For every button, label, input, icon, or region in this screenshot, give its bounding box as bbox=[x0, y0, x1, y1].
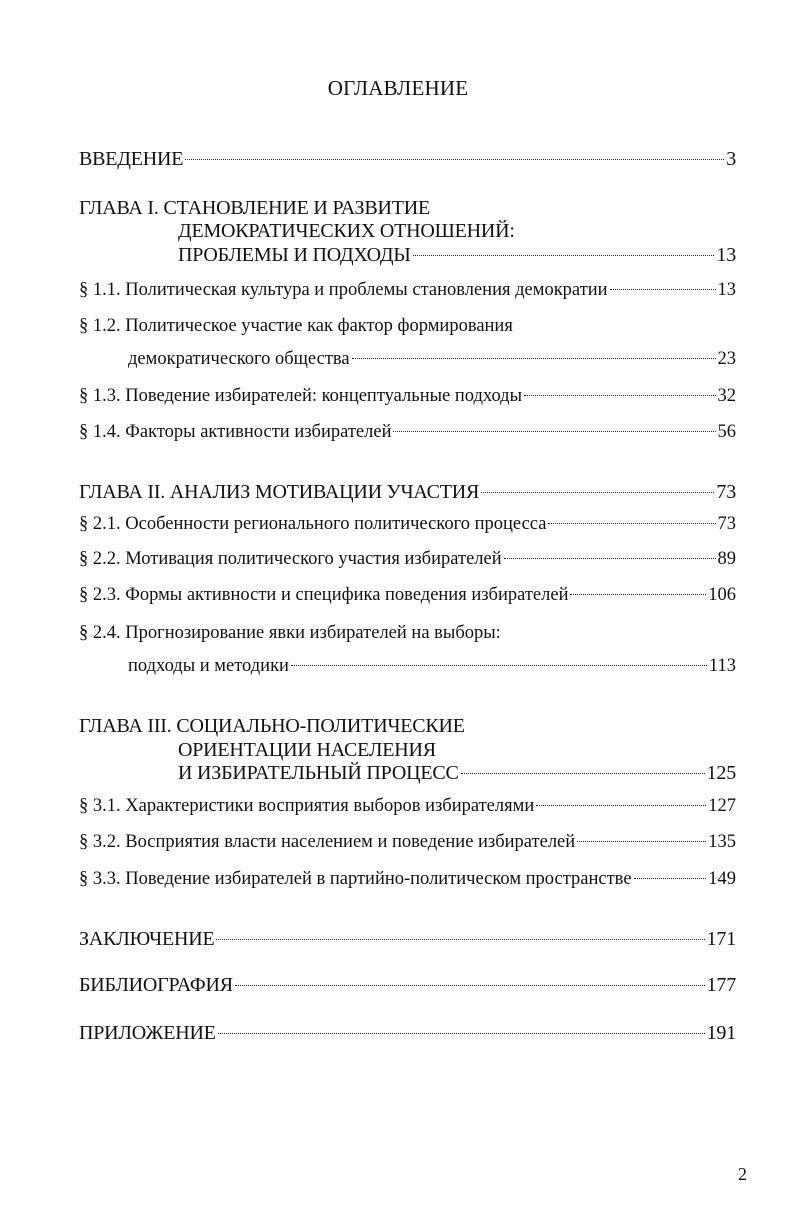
toc-entry-chapter1[interactable] bbox=[178, 242, 736, 268]
leader-dots bbox=[524, 394, 715, 396]
page-number: 2 bbox=[738, 1164, 747, 1184]
chapter1-heading-line1[interactable]: ГЛАВА I. СТАНОВЛЕНИЕ И РАЗВИТИЕ bbox=[79, 197, 431, 219]
toc-entry-chapter2[interactable] bbox=[79, 479, 736, 505]
toc-page: 149 bbox=[708, 869, 736, 889]
toc-label: подходы и методики bbox=[128, 656, 289, 676]
toc-label: § 3.1. Характеристики восприятия выборов избирателями bbox=[79, 796, 535, 816]
toc-page: 113 bbox=[708, 656, 736, 676]
leader-dots bbox=[610, 288, 716, 290]
leader-dots bbox=[461, 772, 705, 774]
toc-page: 135 bbox=[708, 832, 736, 852]
toc-page: 13 bbox=[717, 280, 736, 300]
toc-label: ЗАКЛЮЧЕНИЕ bbox=[79, 928, 215, 950]
leader-dots bbox=[481, 491, 714, 493]
toc-entry-conclusion[interactable] bbox=[79, 926, 736, 952]
toc-entry-section-1-1[interactable] bbox=[79, 277, 736, 303]
leader-dots bbox=[216, 938, 704, 940]
leader-dots bbox=[413, 254, 715, 256]
leader-dots bbox=[570, 593, 706, 595]
toc-label: § 1.3. Поведение избирателей: концептуальные подходы bbox=[79, 386, 523, 406]
toc-page: 125 bbox=[706, 762, 736, 784]
leader-dots bbox=[577, 840, 706, 842]
leader-dots bbox=[218, 1032, 705, 1034]
toc-page: 177 bbox=[706, 974, 736, 996]
toc-page: 191 bbox=[706, 1022, 736, 1044]
chapter3-heading-line2: ОРИЕНТАЦИИ НАСЕЛЕНИЯ bbox=[178, 739, 436, 761]
toc-entry-section-3-1[interactable] bbox=[79, 793, 736, 819]
toc-entry-section-3-3[interactable] bbox=[79, 866, 736, 892]
toc-page: 56 bbox=[717, 422, 736, 442]
leader-dots bbox=[291, 664, 707, 666]
toc-page: 32 bbox=[717, 386, 736, 406]
toc-label: § 2.1. Особенности регионального политического процесса bbox=[79, 514, 547, 534]
page-title: ОГЛАВЛЕНИЕ bbox=[327, 76, 469, 100]
toc-entry-section-3-2[interactable] bbox=[79, 829, 736, 855]
toc-page: 73 bbox=[716, 481, 736, 503]
toc-label: § 1.4. Факторы активности избирателей bbox=[79, 422, 392, 442]
toc-label: демократического общества bbox=[128, 349, 350, 369]
leader-dots bbox=[548, 522, 715, 524]
toc-entry-appendix[interactable] bbox=[79, 1020, 736, 1046]
toc-page: 106 bbox=[708, 585, 736, 605]
chapter1-heading-line2: ДЕМОКРАТИЧЕСКИХ ОТНОШЕНИЙ: bbox=[178, 220, 515, 242]
toc-entry-section-1-4[interactable] bbox=[79, 419, 736, 445]
toc-label: § 2.2. Мотивация политического участия избирателей bbox=[79, 549, 502, 569]
toc-entry-section-2-4-line1[interactable]: § 2.4. Прогнозирование явки избирателей на выборы: bbox=[79, 623, 501, 643]
leader-dots bbox=[352, 357, 716, 359]
leader-dots bbox=[235, 984, 705, 986]
leader-dots bbox=[634, 877, 707, 879]
toc-entry-bibliography[interactable] bbox=[79, 972, 736, 998]
leader-dots bbox=[504, 557, 716, 559]
toc-page: 3 bbox=[726, 148, 736, 170]
toc-entry-section-2-4[interactable] bbox=[128, 653, 736, 679]
chapter3-heading-line1[interactable]: ГЛАВА III. СОЦИАЛЬНО-ПОЛИТИЧЕСКИЕ bbox=[79, 715, 465, 737]
toc-label: § 1.1. Политическая культура и проблемы становления демократии bbox=[79, 280, 608, 300]
toc-label: ПРИЛОЖЕНИЕ bbox=[79, 1022, 216, 1044]
toc-entry-section-2-2[interactable] bbox=[79, 546, 736, 572]
toc-label: БИБЛИОГРАФИЯ bbox=[79, 974, 233, 996]
toc-page: 23 bbox=[717, 349, 736, 369]
toc-page: 127 bbox=[708, 796, 736, 816]
toc-entry-section-2-3[interactable] bbox=[79, 582, 736, 608]
toc-page: 171 bbox=[706, 928, 736, 950]
toc-entry-chapter3[interactable] bbox=[178, 760, 736, 786]
toc-label: § 3.2. Восприятия власти населением и поведение избирателей bbox=[79, 832, 576, 852]
toc-entry-section-1-3[interactable] bbox=[79, 383, 736, 409]
toc-entry-intro[interactable] bbox=[79, 146, 736, 172]
toc-label: ВВЕДЕНИЕ bbox=[79, 148, 184, 170]
toc-entry-section-2-1[interactable] bbox=[79, 511, 736, 537]
toc-label: § 3.3. Поведение избирателей в партийно-политическом пространстве bbox=[79, 869, 632, 889]
leader-dots bbox=[185, 158, 724, 160]
toc-label: ПРОБЛЕМЫ И ПОДХОДЫ bbox=[178, 244, 411, 266]
leader-dots bbox=[536, 804, 706, 806]
toc-label: ГЛАВА II. АНАЛИЗ МОТИВАЦИИ УЧАСТИЯ bbox=[79, 481, 480, 503]
toc-entry-section-1-2-line1[interactable]: § 1.2. Политическое участие как фактор формирования bbox=[79, 316, 513, 336]
toc-label: § 2.3. Формы активности и специфика поведения избирателей bbox=[79, 585, 569, 605]
toc-page: 89 bbox=[717, 549, 736, 569]
toc-page: 13 bbox=[716, 244, 736, 266]
toc-page: 73 bbox=[717, 514, 736, 534]
leader-dots bbox=[393, 430, 715, 432]
toc-label: И ИЗБИРАТЕЛЬНЫЙ ПРОЦЕСС bbox=[178, 762, 459, 784]
toc-entry-section-1-2[interactable] bbox=[128, 346, 736, 372]
